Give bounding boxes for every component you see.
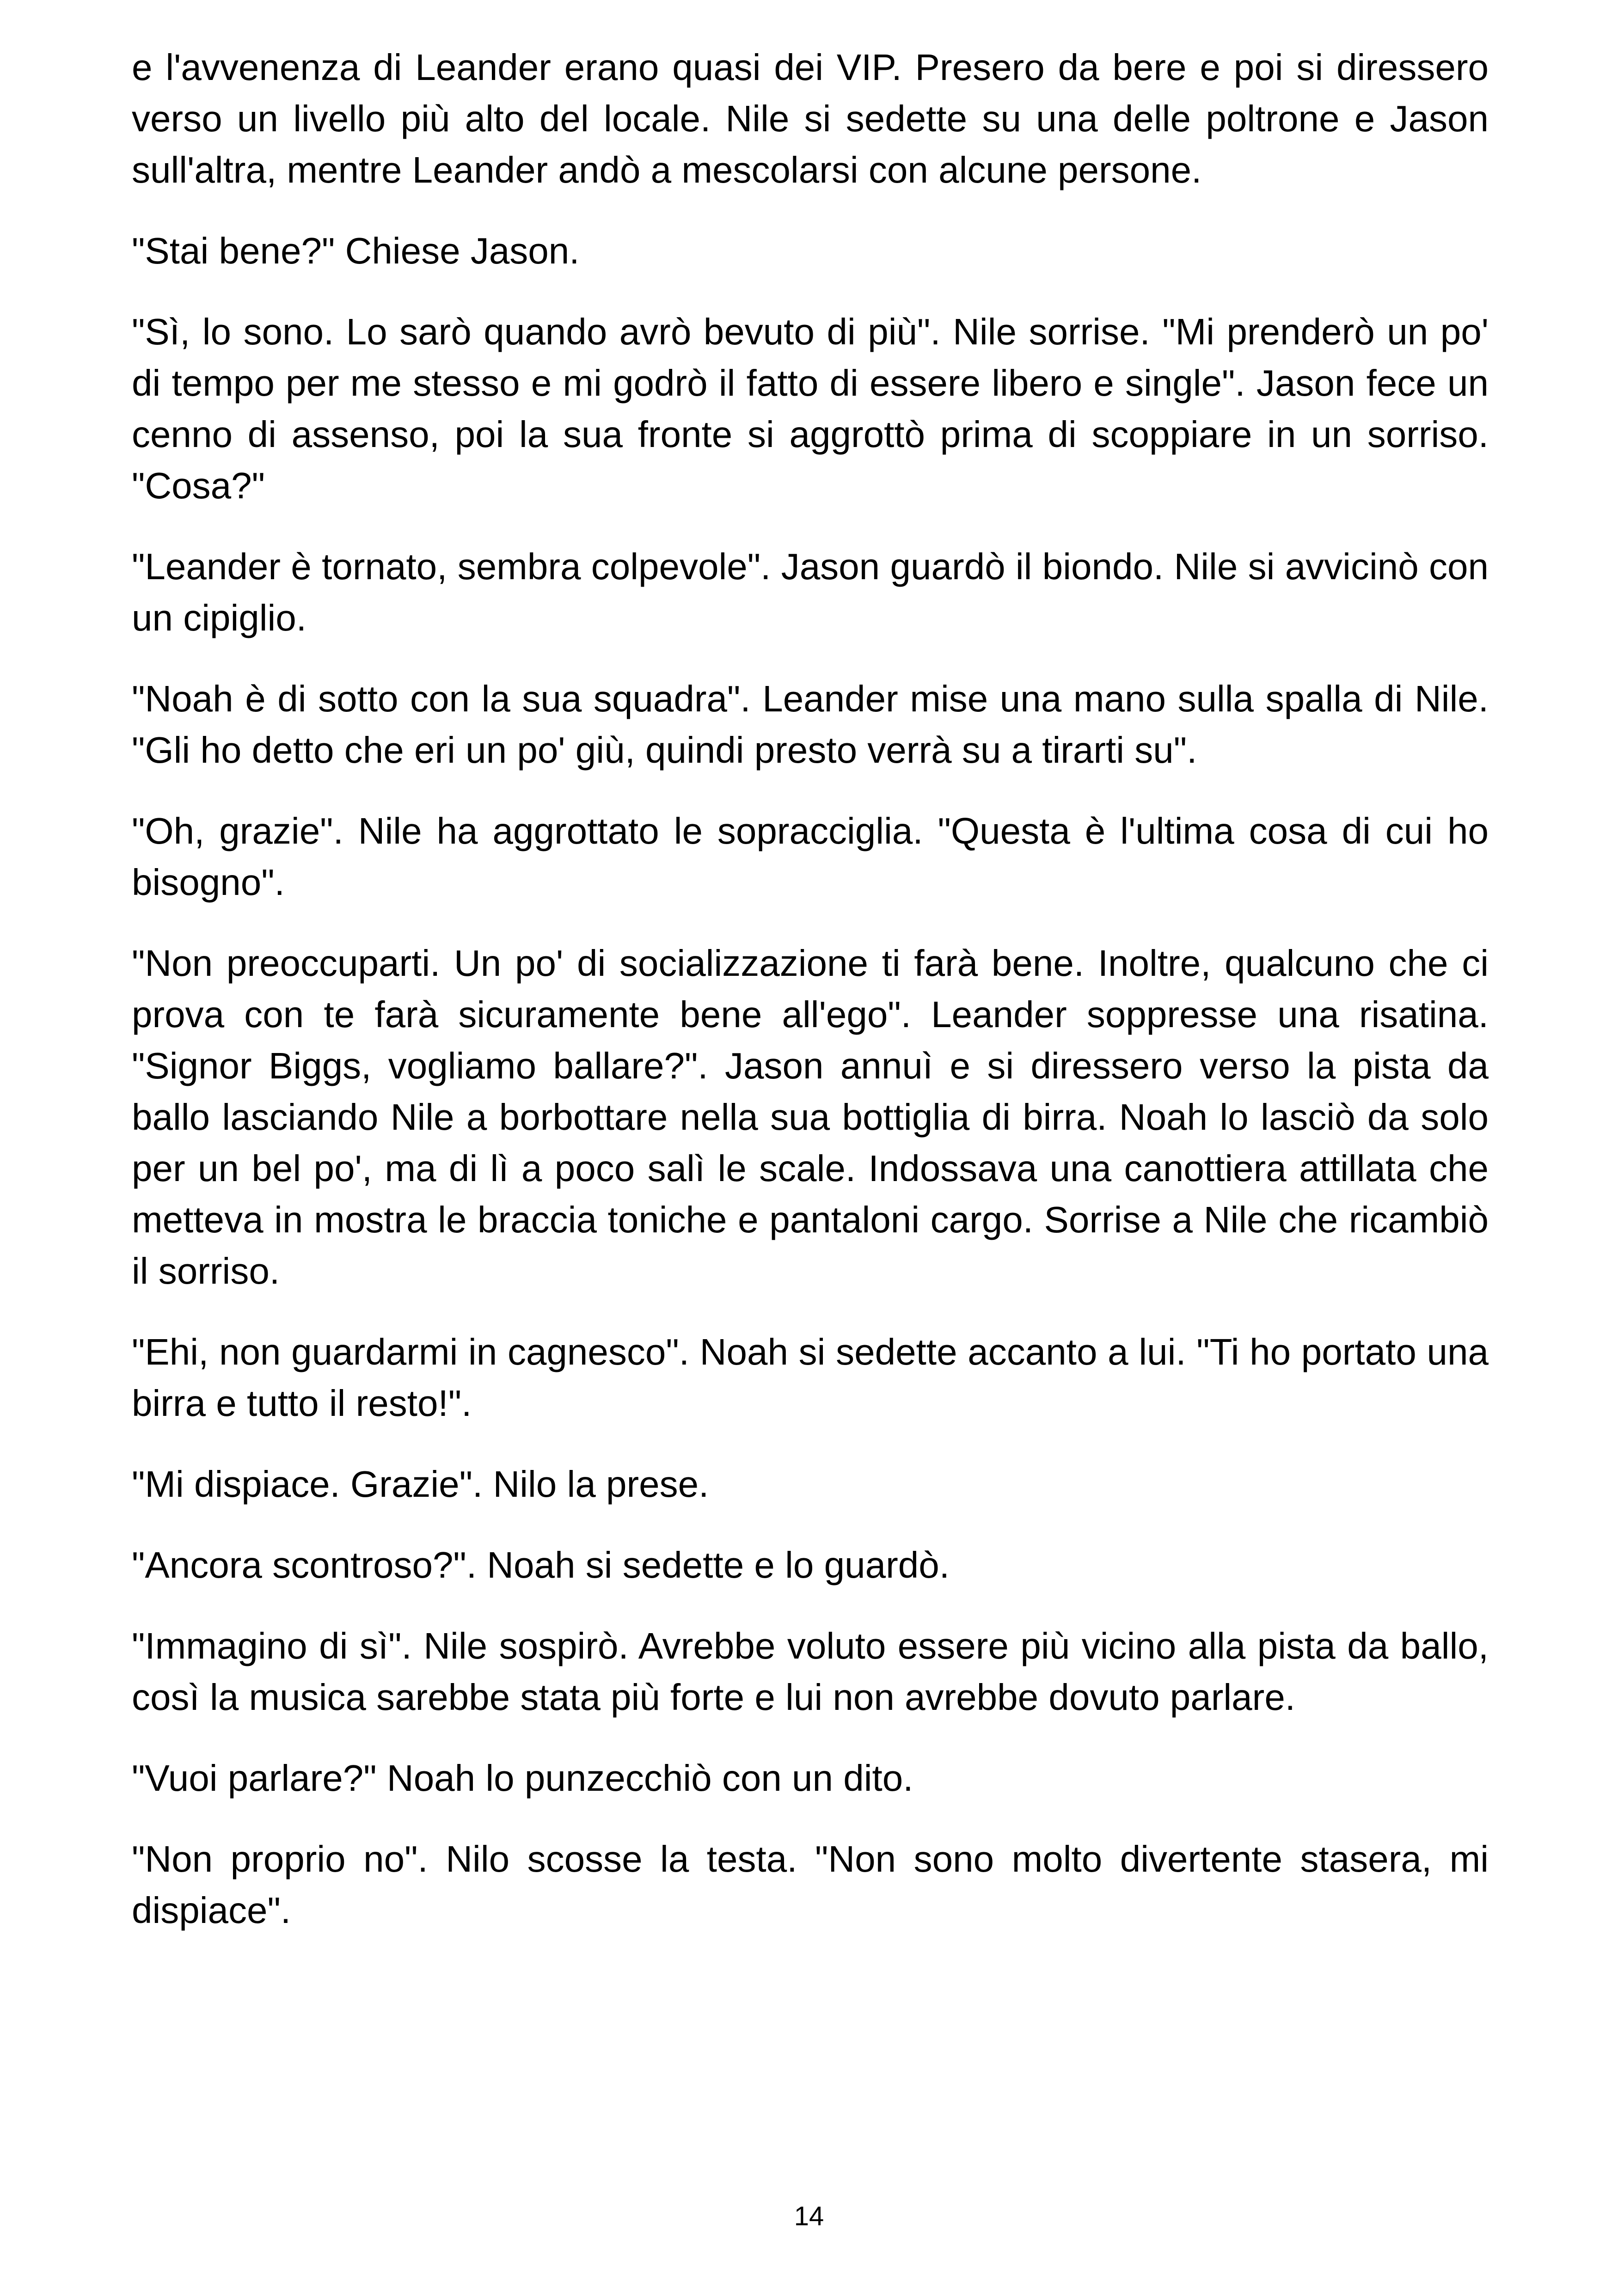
paragraph-11: "Immagino di sì". Nile sospirò. Avrebbe voluto essere più vicino alla pista da ballo, così la musica sarebbe stata più forte e lui non avrebbe dovuto parlare. xyxy=(132,1625,1489,1718)
paragraph-6: "Oh, grazie". Nile ha aggrottato le sopracciglia. "Questa è l'ultima cosa di cui ho bisogno". xyxy=(132,810,1489,903)
page-number: 14 xyxy=(794,2201,824,2231)
paragraph-13: "Non proprio no". Nilo scosse la testa. "Non sono molto divertente stasera, mi dispiace". xyxy=(132,1838,1489,1931)
paragraph-8: "Ehi, non guardarmi in cagnesco". Noah si sedette accanto a lui. "Ti ho portato una birra e tutto il resto!". xyxy=(132,1331,1489,1424)
paragraph-4: "Leander è tornato, sembra colpevole". Jason guardò il biondo. Nile si avvicinò con un cipiglio. xyxy=(132,546,1489,638)
paragraph-9: "Mi dispiace. Grazie". Nilo la prese. xyxy=(132,1463,709,1505)
paragraph-2: "Stai bene?" Chiese Jason. xyxy=(132,230,580,271)
paragraph-3: "Sì, lo sono. Lo sarò quando avrò bevuto di più". Nile sorrise. "Mi prenderò un po' di tempo per me stesso e mi godrò il fatto di essere libero e single". Jason fece un cenno di assenso, poi la sua fronte si aggrottò prima di scoppiare in un sorriso. "Cosa?" xyxy=(132,311,1489,506)
paragraph-5: "Noah è di sotto con la sua squadra". Leander mise una mano sulla spalla di Nile. "Gli ho detto che eri un po' giù, quindi presto verrà su a tirarti su". xyxy=(132,678,1489,771)
paragraph-10: "Ancora scontroso?". Noah si sedette e lo guardò. xyxy=(132,1544,950,1586)
paragraph-12: "Vuoi parlare?" Noah lo punzecchiò con un dito. xyxy=(132,1757,913,1799)
body-text xyxy=(132,42,1489,1965)
paragraph-1: e l'avvenenza di Leander erano quasi dei VIP. Presero da bere e poi si diressero verso un livello più alto del locale. Nile si sedette su una delle poltrone e Jason sull'altra, mentre Leander andò a mescolarsi con alcune persone. xyxy=(132,47,1489,190)
paragraph-7: "Non preoccuparti. Un po' di socializzazione ti farà bene. Inoltre, qualcuno che ci prova con te farà sicuramente bene all'ego". Leander soppresse una risatina. "Signor Biggs, vogliamo ballare?". Jason annuì e si diressero verso la pista da ballo lasciando Nile a borbottare nella sua bottiglia di birra. Noah lo lasciò da solo per un bel po', ma di lì a poco salì le scale. Indossava una canottiera attillata che metteva in mostra le braccia toniche e pantaloni cargo. Sorrise a Nile che ricambiò il sorriso. xyxy=(132,943,1489,1292)
